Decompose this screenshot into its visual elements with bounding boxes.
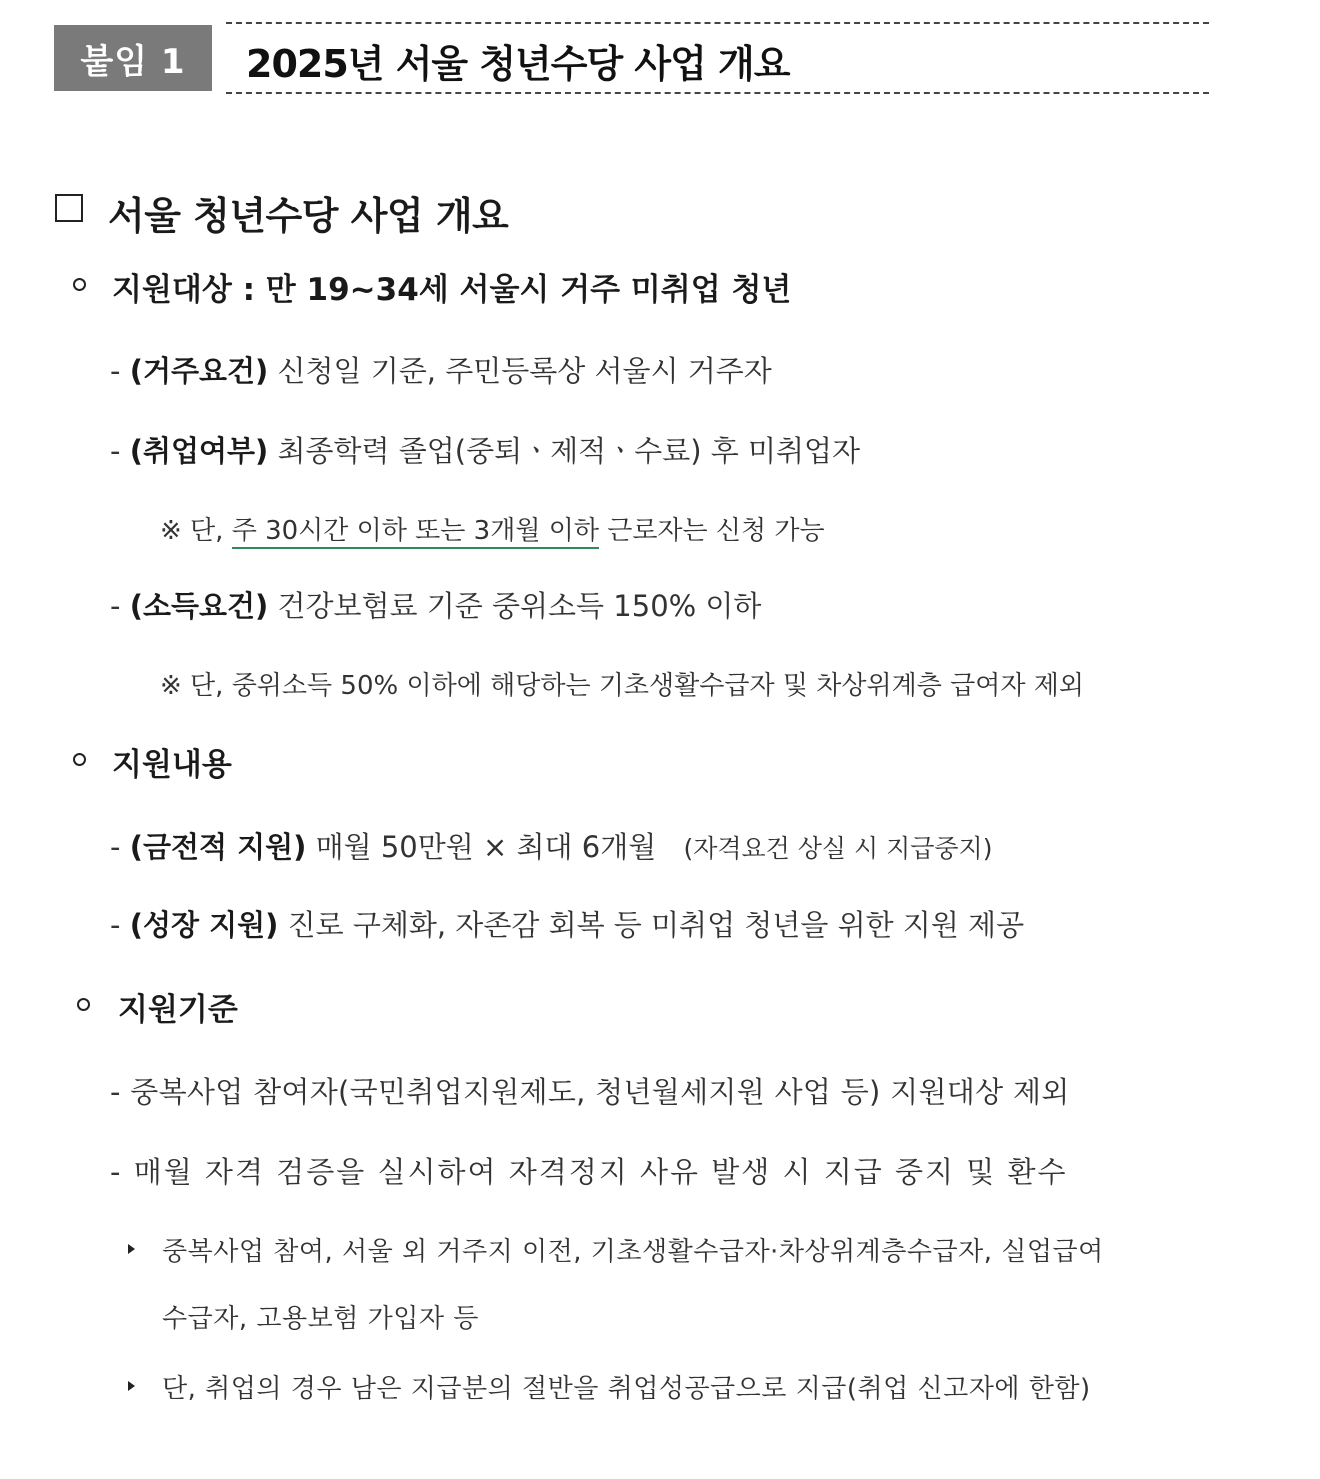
triangle-bullet-icon — [128, 1244, 135, 1254]
growth-text: 진로 구체화, 자존감 회복 등 미취업 청년을 위한 지원 제공 — [287, 908, 1025, 942]
dash: - — [110, 434, 121, 468]
employment-text: 최종학력 졸업(중퇴ㆍ제적ㆍ수료) 후 미취업자 — [277, 434, 861, 468]
note-prefix: ※ 단, — [160, 516, 232, 546]
circle-bullet-icon — [77, 998, 90, 1011]
criteria-sub-1-line-1: 중복사업 참여, 서울 외 거주지 이전, 기초생활수급자·차상위계층수급자, 실업급여 — [162, 1237, 1104, 1267]
financial-text: 매월 50만원 × 최대 6개월 — [315, 830, 657, 864]
target-heading: 지원대상 : 만 19~34세 서울시 거주 미취업 청년 — [112, 272, 792, 308]
criteria-item-1-text: 중복사업 참여자(국민취업지원제도, 청년월세지원 사업 등) 지원대상 제외 — [130, 1075, 1070, 1109]
criteria-sub-1-line-2: 수급자, 고용보험 가입자 등 — [162, 1304, 479, 1334]
employment-item — [110, 429, 860, 470]
financial-note: (자격요건 상실 시 지급중지) — [683, 834, 993, 863]
growth-item — [110, 903, 1024, 944]
criteria-item-2-text: 매월 자격 검증을 실시하여 자격정지 사유 발생 시 지급 중지 및 환수 — [133, 1155, 1068, 1189]
circle-bullet-icon — [73, 278, 86, 291]
attachment-tag: 붙임 1 — [54, 25, 212, 91]
dash: - — [110, 830, 121, 864]
criteria-item-1 — [110, 1070, 1070, 1111]
document-title: 2025년 서울 청년수당 사업 개요 — [246, 42, 790, 86]
income-label: (소득요건) — [129, 589, 269, 623]
criteria-item-2 — [110, 1150, 1067, 1191]
residence-label: (거주요건) — [129, 354, 269, 388]
criteria-heading: 지원기준 — [118, 992, 238, 1028]
residence-item — [110, 349, 772, 390]
growth-label: (성장 지원) — [129, 908, 279, 942]
employment-note — [160, 510, 825, 547]
residence-text: 신청일 기준, 주민등록상 서울시 거주자 — [277, 354, 772, 388]
dash: - — [110, 1155, 123, 1189]
dash: - — [110, 908, 121, 942]
content-heading: 지원내용 — [112, 747, 232, 783]
financial-item — [110, 825, 992, 866]
square-bullet-icon — [55, 194, 83, 222]
financial-label: (금전적 지원) — [129, 830, 307, 864]
dash: - — [110, 1075, 121, 1109]
note-suffix: 근로자는 신청 가능 — [598, 516, 825, 546]
circle-bullet-icon — [73, 753, 86, 766]
criteria-sub-2: 단, 취업의 경우 남은 지급분의 절반을 취업성공급으로 지급(취업 신고자에 한함) — [162, 1374, 1091, 1404]
dash: - — [110, 354, 121, 388]
employment-label: (취업여부) — [129, 434, 269, 468]
triangle-bullet-icon — [128, 1381, 135, 1391]
dash: - — [110, 589, 121, 623]
income-note: ※ 단, 중위소득 50% 이하에 해당하는 기초생활수급자 및 차상위계층 급여자 제외 — [160, 671, 1084, 701]
income-item — [110, 584, 761, 625]
note-underlined-text: 주 30시간 이하 또는 3개월 이하 — [232, 516, 599, 549]
income-text: 건강보험료 기준 중위소득 150% 이하 — [277, 589, 762, 623]
section-title: 서울 청년수당 사업 개요 — [108, 194, 509, 238]
